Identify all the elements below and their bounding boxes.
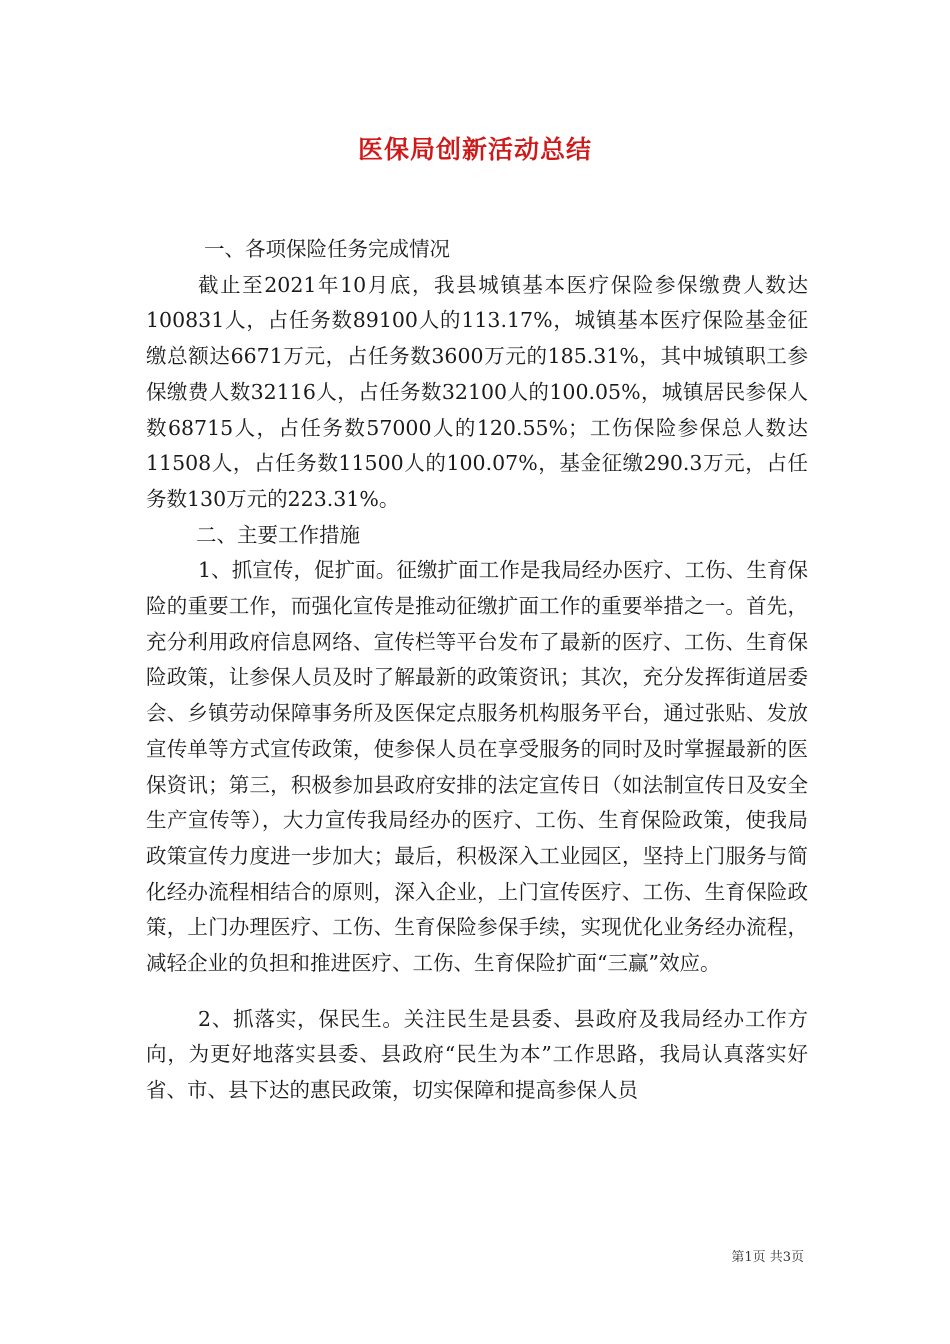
document-body bbox=[146, 232, 808, 1109]
item-1-paragraph: 1、抓宣传，促扩面。征缴扩面工作是我局经办医疗、工伤、生育保险的重要工作，而强化宣传是推动征缴扩面工作的重要举措之一。首先，充分利用政府信息网络、宣传栏等平台发布了最新的医疗、工伤、生育保险政策，让参保人员及时了解最新的政策资讯；其次，充分发挥街道居委会、乡镇劳动保障事务所及医保定点服务机构服务平台，通过张贴、发放宣传单等方式宣传政策，使参保人员在享受服务的同时及时掌握最新的医保资讯；第三，积极参加县政府安排的法定宣传日（如法制宣传日及安全生产宣传等），大力宣传我局经办的医疗、工伤、生育保险政策，使我局政策宣传力度进一步加大；最后，积极深入工业园区，坚持上门服务与简化经办流程相结合的原则，深入企业，上门宣传医疗、工伤、生育保险政策，上门办理医疗、工伤、生育保险参保手续，实现优化业务经办流程，减轻企业的负担和推进医疗、工伤、生育保险扩面“三赢”效应。 bbox=[146, 558, 808, 976]
page-number-footer: 第1页 共3页 bbox=[731, 1250, 804, 1265]
section-1-paragraph: 截止至2021年10月底，我县城镇基本医疗保险参保缴费人数达100831人，占任务数89100人的113.17%，城镇基本医疗保险基金征缴总额达6671万元，占任务数3600万元的185.31%，其中城镇职工参保缴费人数32116人，占任务数32100人的100.05%，城镇居民参保人数68715人，占任务数57000人的120.55%；工伤保险参保总人数达11508人，占任务数11500人的100.07%，基金征缴290.3万元，占任务数130万元的223.31%。 bbox=[146, 272, 808, 511]
document-title: 医保局创新活动总结 bbox=[357, 135, 592, 164]
section-2-heading: 二、主要工作措施 bbox=[196, 522, 360, 547]
section-1-heading: 一、各项保险任务完成情况 bbox=[204, 237, 450, 261]
item-2-paragraph: 2、抓落实，保民生。关注民生是县委、县政府及我局经办工作方向，为更好地落实县委、县政府“民生为本”工作思路，我局认真落实好省、市、县下达的惠民政策，切实保障和提高参保人员 bbox=[146, 1006, 808, 1103]
